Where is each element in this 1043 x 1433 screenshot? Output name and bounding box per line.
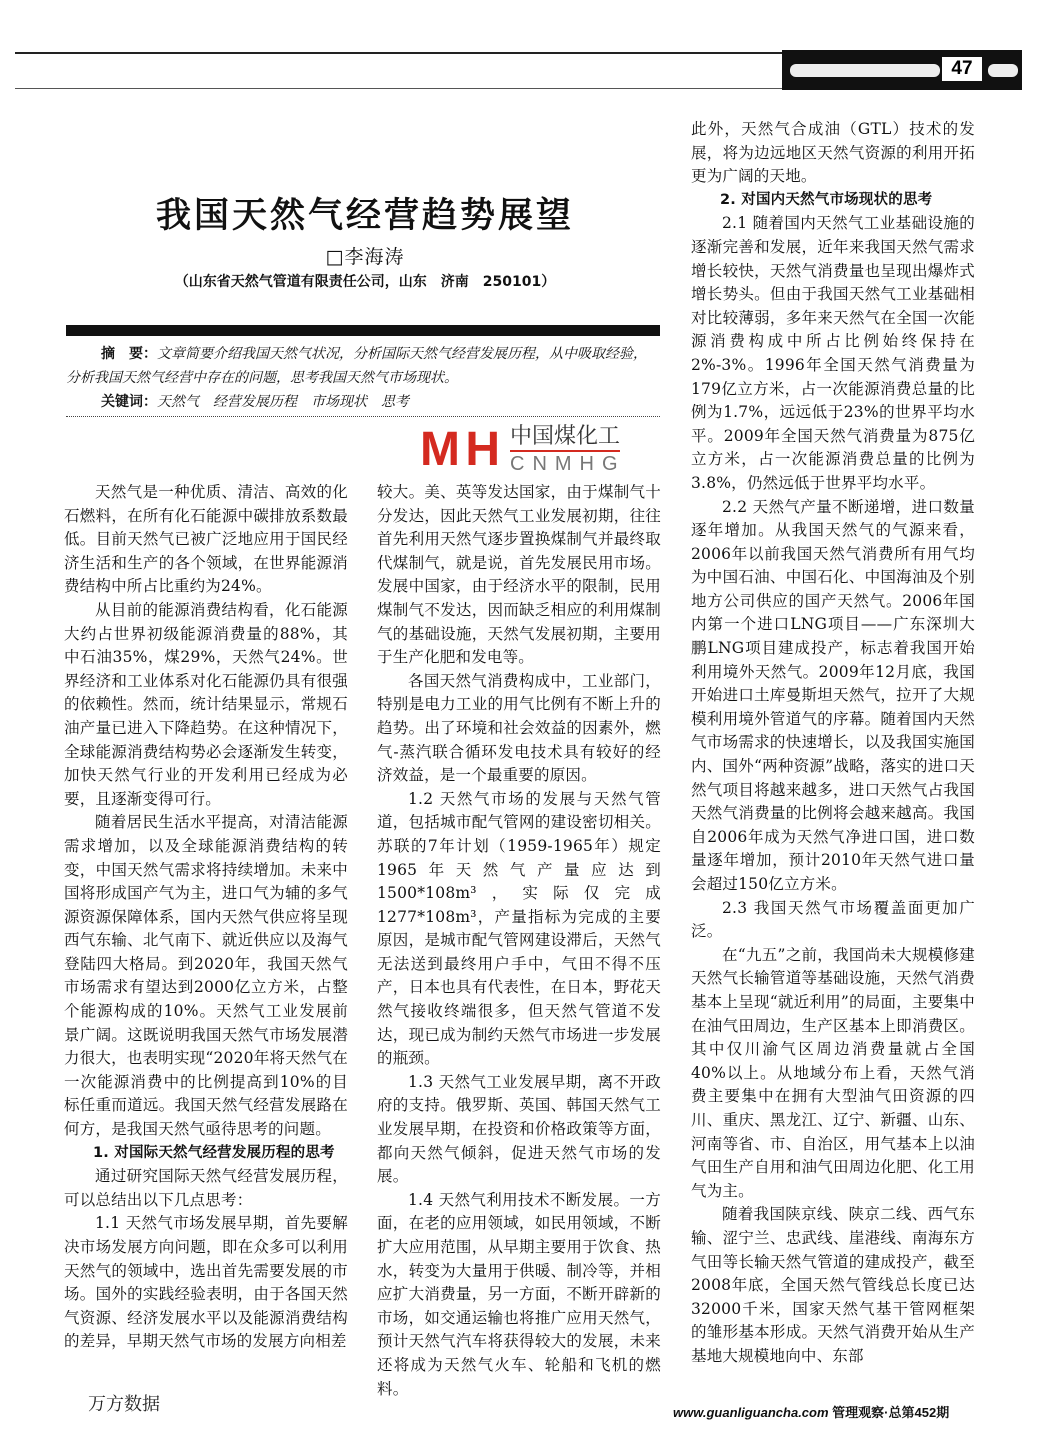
footer-source: 万方数据 — [88, 1394, 160, 1415]
watermark-name-cn: 中国煤化工 — [510, 424, 620, 452]
paragraph: 各国天然气消费构成中，工业部门，特别是电力工业的用气比例有不断上升的趋势。出了环境和社会效益的因素外，燃气-蒸汽联合循环发电技术具有较好的经济效益，是一个最重要的原因。 — [377, 671, 661, 785]
keywords-label: 关键词： — [101, 394, 157, 410]
section-heading: 2. 对国内天然气市场现状的思考 — [720, 191, 933, 208]
paragraph: 通过研究国际天然气经营发展历程，可以总结出以下几点思考： — [64, 1167, 348, 1209]
header-band — [988, 64, 1018, 77]
paragraph: 在“九五”之前，我国尚未大规模修建天然气长输管道等基础设施，天然气消费基本上呈现“就近利用”的局面，主要集中在油气田周边，生产区基本上即消费区。其中仅川渝气区周边消费量就占全国40%以上。从地域分布上看，天然气消费主要集中在拥有大型油气田资源的四川、重庆、黑龙江、辽宁、新疆、山东、河南等省、市、自治区，用气基本上以油气田生产自用和油气田周边化肥、化工用气为主。 — [691, 945, 975, 1200]
watermark-mh-mark: M H — [420, 423, 496, 476]
abstract-box — [66, 325, 660, 420]
article-author: □李海涛 — [325, 246, 405, 268]
abstract-label: 摘 要： — [101, 346, 157, 362]
paragraph: 随着我国陕京线、陕京二线、西气东输、涩宁兰、忠武线、崖港线、南海东方气田等长输天然气管道的建成投产，截至2008年底，全国天然气管线总长度已达32000千米，国家天然气基干管网框架的雏形基本形成。天然气消费开始从生产基地大规模地向中、东部 — [691, 1205, 975, 1365]
abstract-top-bar — [66, 325, 660, 336]
paragraph: 1.3 天然气工业发展早期，离不开政府的支持。俄罗斯、英国、韩国天然气工业发展早期，在投资和价格政策等方面，都向天然气倾斜，促进天然气市场的发展。 — [377, 1072, 661, 1186]
header-rule — [15, 52, 785, 54]
running-header-bar — [782, 50, 1022, 90]
header-rule-lower — [15, 88, 785, 89]
watermark-name-en: CNMHG — [510, 453, 626, 475]
paragraph: 此外，天然气合成油（GTL）技术的发展，将为边远地区天然气资源的利用开拓更为广阔的天地。 — [691, 120, 975, 186]
paragraph: 2.1 随着国内天然气工业基础设施的逐渐完善和发展，近年来我国天然气需求增长较快，天然气消费量也呈现出爆炸式增长势头。但由于我国天然气工业基础相对比较薄弱，多年来天然气在全国一次能源消费构成中所占比例始终保持在2%-3%。1996年全国天然气消费量为179亿立方米，占一次能源消费总量的比例为1.7%，远远低于23%的世界平均水平。2009年全国天然气消费量为875亿立方米，占一次能源消费总量的比例为3.8%，仍然远低于世界平均水平。 — [691, 214, 975, 492]
keywords-text: 天然气 经营发展历程 市场现状 思考 — [157, 394, 409, 410]
watermark-logo — [420, 424, 655, 476]
paragraph: 1.2 天然气市场的发展与天然气管道，包括城市配气管网的建设密切相关。苏联的7年计划（1959-1965年）规定1965年天然气产量应达到1500*108m³，实际仅完成1277*108m³，产量指标为完成的主要原因，是城市配气管网建设滞后，天然气无法送到最终用户手中，气田不得不压产，日本也具有代表性，在日本，野花天然气接收终端很多，但天然气管道不发达，现已成为制约天然气市场进一步发展的瓶颈。 — [377, 789, 661, 1068]
paragraph: 2.3 我国天然气市场覆盖面更加广泛。 — [691, 898, 975, 941]
header-band — [790, 64, 940, 77]
body-column-1 — [64, 481, 348, 1354]
page-number: 47 — [942, 57, 982, 81]
abstract — [66, 342, 660, 390]
body-column-2 — [377, 481, 661, 1401]
footer-journal — [673, 1402, 949, 1421]
article-title: 我国天然气经营趋势展望 — [155, 195, 574, 236]
paragraph: 从目前的能源消费结构看，化石能源大约占世界初级能源消费量的88%，其中石油35%，煤29%，天然气24%。世界经济和工业体系对化石能源仍具有很强的依赖性。然而，统计结果显示，常规石油产量已进入下降趋势。在这种情况下，全球能源消费结构势必会逐渐发生转变，加快天然气行业的开发利用已经成为必要，且逐渐变得可行。 — [64, 600, 348, 808]
abstract-text: 文章简要介绍我国天然气状况，分析国际天然气经营发展历程，从中吸取经验，分析我国天然气经营中存在的问题，思考我国天然气市场现状。 — [66, 346, 647, 386]
paragraph: 1.4 天然气利用技术不断发展。一方面，在老的应用领域，如民用领域，不断扩大应用范围，从早期主要用于饮食、热水，转变为大量用于供暖、制冷等，并相应扩大消费量，另一方面，不断开辟新的市场，如交通运输也将推广应用天然气，预计天然气汽车将获得较大的发展，未来还将成为天然气火车、轮船和飞机的燃料。 — [377, 1190, 661, 1398]
section-heading: 1. 对国际天然气经营发展历程的思考 — [93, 1144, 335, 1161]
author-affiliation: （山东省天然气管道有限责任公司，山东 济南 250101） — [174, 274, 556, 290]
paragraph: 2.2 天然气产量不断递增，进口数量逐年增加。从我国天然气的气源来看，2006年以前我国天然气消费所有用气均为中国石油、中国石化、中国海油及个别地方公司供应的国产天然气。2006年国内第一个进口LNG项目——广东深圳大鹏LNG项目建成投产，标志着我国开始利用境外天然气。2009年12月底，我国开始进口土库曼斯坦天然气，拉开了大规模利用境外管道气的序幕。随着国内天然气市场需求的快速增长，以及我国实施国内、国外“两种资源”战略，落实的进口天然气项目将越来越多，进口天然气占我国天然气消费量的比例将会越来越高。我国自2006年成为天然气净进口国，进口数量逐年增加，预计2010年天然气进口量会超过150亿立方米。 — [691, 497, 975, 893]
body-column-3 — [691, 118, 975, 1368]
paragraph: 较大。美、英等发达国家，由于煤制气十分发达，因此天然气工业发展初期，往往首先利用天然气逐步置换煤制气并最终取代煤制气，就是说，首先发展民用市场。发展中国家，由于经济水平的限制，民用煤制气不发达，因而缺乏相应的利用煤制气的基础设施，天然气发展初期，主要用于生产化肥和发电等。 — [377, 483, 661, 667]
keywords — [66, 390, 660, 414]
paragraph: 天然气是一种优质、清洁、高效的化石燃料，在所有化石能源中碳排放系数最低。目前天然气已被广泛地应用于国民经济生活和生产的各个领域，在世界能源消费结构中所占比重约为24%。 — [64, 483, 348, 596]
footer-website[interactable]: www.guanliguancha.com — [673, 1405, 829, 1420]
paragraph: 1.1 天然气市场发展早期，首先要解决市场发展方向问题，即在众多可以利用天然气的领域中，选出首先需要发展的市场。国外的实践经验表明，由于各国天然气资源、经济发展水平以及能源消费结构的差异，早期天然气市场的发展方向相差 — [64, 1214, 348, 1351]
footer-issue: 管理观察·总第452期 — [832, 1405, 950, 1420]
paragraph: 随着居民生活水平提高，对清洁能源需求增加，以及全球能源消费结构的转变，中国天然气需求将持续增加。未来中国将形成国产气为主，进口气为辅的多气源资源保障体系，国内天然气供应将呈现西气东输、北气南下、就近供应以及海气登陆四大格局。到2020年，我国天然气市场需求有望达到2000亿立方米，占整个能源构成的10%。天然气工业发展前景广阔。这既说明我国天然气市场发展潜力很大，也表明实现“2020年将天然气在一次能源消费中的比例提高到10%的目标任重而道远。我国天然气经营发展路在何方，是我国天然气亟待思考的问题。 — [64, 813, 348, 1139]
abstract-bottom-rule — [66, 416, 660, 417]
